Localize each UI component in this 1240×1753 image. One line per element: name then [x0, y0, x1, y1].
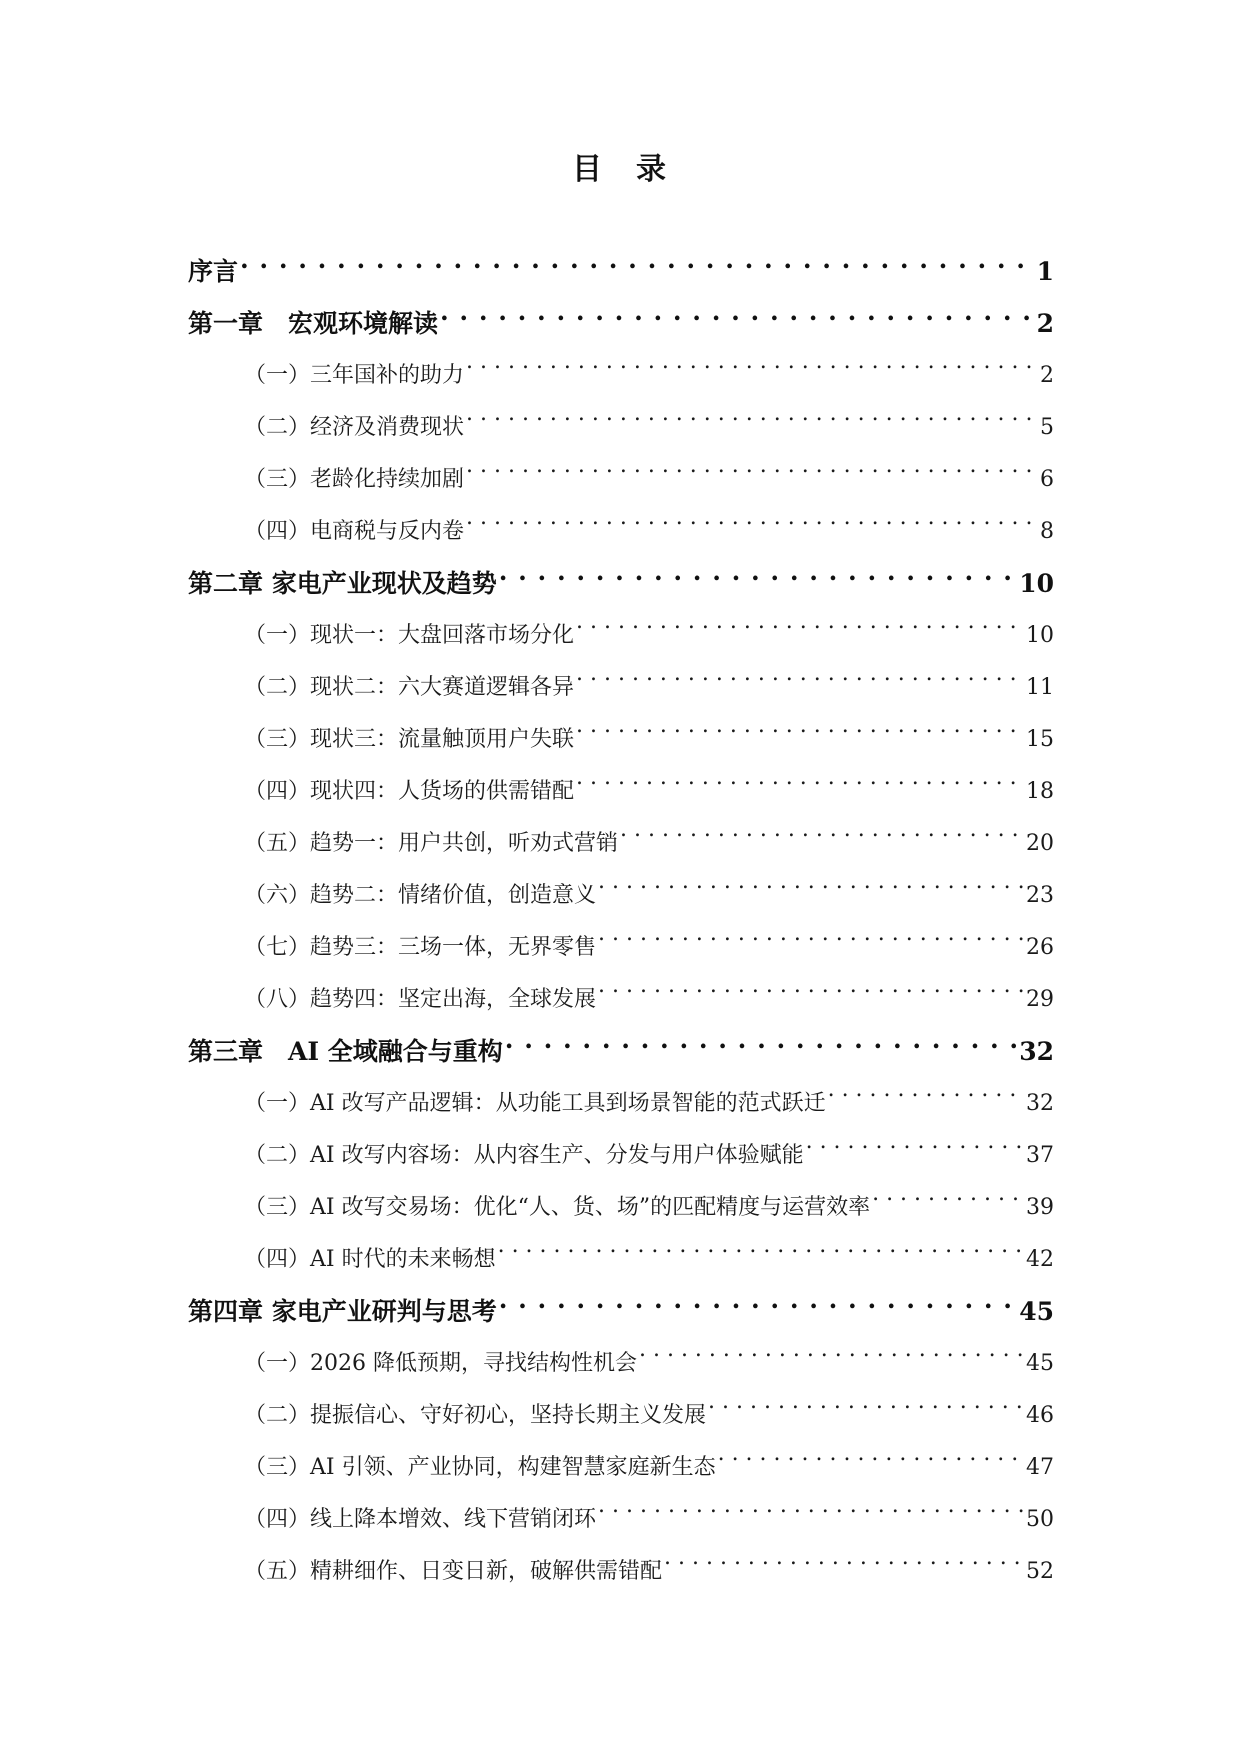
- toc-section-entry[interactable]: [188, 980, 1054, 1032]
- toc-entry-label: （八）趋势四：坚定出海，全球发展: [244, 987, 597, 1012]
- toc-dot-leader: [576, 620, 1024, 642]
- toc-page-number: 26: [1026, 935, 1054, 960]
- toc-dot-leader: [499, 1295, 1017, 1320]
- toc-entry-label: （一）AI 改写产品逻辑：从功能工具到场景智能的范式跃迁: [244, 1091, 826, 1116]
- toc-entry-label: （三）老龄化持续加剧: [244, 467, 465, 492]
- toc-page-number: 2: [1036, 309, 1054, 338]
- toc-section-entry[interactable]: [188, 1136, 1054, 1188]
- toc-title: [0, 148, 1240, 192]
- toc-section-entry[interactable]: [188, 1084, 1054, 1136]
- toc-title-part2: 录: [636, 152, 668, 187]
- toc-chapter-entry[interactable]: [188, 1032, 1054, 1084]
- toc-entry-label: 第四章 家电产业研判与思考: [188, 1297, 497, 1326]
- toc-dot-leader: [576, 672, 1024, 694]
- toc-section-entry[interactable]: [188, 1552, 1054, 1604]
- toc-dot-leader: [466, 516, 1038, 538]
- toc-page-number: 45: [1019, 1297, 1054, 1326]
- toc-entry-label: （七）趋势三：三场一体，无界零售: [244, 935, 597, 960]
- toc-dot-leader: [498, 1244, 1024, 1266]
- toc-entry-label: （五）趋势一：用户共创，听劝式营销: [244, 831, 619, 856]
- toc-entry-label: （二）AI 改写内容场：从内容生产、分发与用户体验赋能: [244, 1143, 804, 1168]
- toc-section-entry[interactable]: [188, 928, 1054, 980]
- toc-entry-label: （一）2026 降低预期，寻找结构性机会: [244, 1351, 637, 1376]
- toc-page-number: 8: [1040, 519, 1054, 544]
- toc-dot-leader: [240, 255, 1035, 280]
- toc-entry-label: （四）线上降本增效、线下营销闭环: [244, 1507, 597, 1532]
- toc-page-number: 47: [1026, 1455, 1054, 1480]
- toc-page-number: 18: [1026, 779, 1054, 804]
- toc-dot-leader: [466, 464, 1038, 486]
- toc-page-number: 1: [1036, 257, 1054, 286]
- toc-page-number: 2: [1040, 363, 1054, 388]
- toc-page-number: 45: [1026, 1351, 1054, 1376]
- toc-page-number: 15: [1026, 727, 1054, 752]
- toc-chapter-entry[interactable]: [188, 564, 1054, 616]
- toc-entry-label: （二）现状二：六大赛道逻辑各异: [244, 675, 575, 700]
- toc-dot-leader: [708, 1400, 1024, 1422]
- toc-page-number: 5: [1040, 415, 1054, 440]
- toc-entry-label: （三）AI 引领、产业协同，构建智慧家庭新生态: [244, 1455, 716, 1480]
- toc-entry-label: （二）经济及消费现状: [244, 415, 465, 440]
- toc-page-number: 23: [1026, 883, 1054, 908]
- toc-dot-leader: [499, 567, 1017, 592]
- toc-page-number: 10: [1019, 569, 1054, 598]
- toc-dot-leader: [598, 1504, 1024, 1526]
- toc-entry-label: 第二章 家电产业现状及趋势: [188, 569, 497, 598]
- toc-page-number: 42: [1026, 1247, 1054, 1272]
- toc-entry-label: （一）现状一：大盘回落市场分化: [244, 623, 575, 648]
- toc-dot-leader: [576, 724, 1024, 746]
- toc-page-number: 20: [1026, 831, 1054, 856]
- toc-dot-leader: [466, 360, 1038, 382]
- toc-chapter-entry[interactable]: [188, 304, 1054, 356]
- toc-dot-leader: [718, 1452, 1024, 1474]
- toc-section-entry[interactable]: [188, 720, 1054, 772]
- toc-dot-leader: [576, 776, 1024, 798]
- toc-section-entry[interactable]: [188, 1500, 1054, 1552]
- toc-page-number: 10: [1026, 623, 1054, 648]
- toc-section-entry[interactable]: [188, 668, 1054, 720]
- toc-section-entry[interactable]: [188, 1240, 1054, 1292]
- toc-entry-label: （五）精耕细作、日变日新，破解供需错配: [244, 1559, 663, 1584]
- toc-dot-leader: [505, 1035, 1017, 1060]
- toc-entry-label: （三）AI 改写交易场：优化“人、货、场”的匹配精度与运营效率: [244, 1195, 871, 1220]
- toc-page-number: 52: [1026, 1559, 1054, 1584]
- toc-entry-label: （二）提振信心、守好初心，坚持长期主义发展: [244, 1403, 707, 1428]
- toc-page-number: 46: [1026, 1403, 1054, 1428]
- toc-section-entry[interactable]: [188, 512, 1054, 564]
- toc-page-number: 37: [1026, 1143, 1054, 1168]
- toc-entry-label: （四）AI 时代的未来畅想: [244, 1247, 496, 1272]
- toc-dot-leader: [598, 932, 1024, 954]
- toc-dot-leader: [664, 1556, 1024, 1578]
- toc-page-number: 6: [1040, 467, 1054, 492]
- toc-section-entry[interactable]: [188, 616, 1054, 668]
- toc-dot-leader: [466, 412, 1038, 434]
- toc-dot-leader: [806, 1140, 1024, 1162]
- toc-page-number: 32: [1026, 1091, 1054, 1116]
- toc-section-entry[interactable]: [188, 1448, 1054, 1500]
- toc-page-number: 39: [1026, 1195, 1054, 1220]
- toc-dot-leader: [828, 1088, 1024, 1110]
- toc-entry-label: 序言: [188, 257, 239, 286]
- toc-dot-leader: [598, 880, 1024, 902]
- toc-section-entry[interactable]: [188, 824, 1054, 876]
- toc-entry-label: （三）现状三：流量触顶用户失联: [244, 727, 575, 752]
- toc-section-entry[interactable]: [188, 1396, 1054, 1448]
- toc-dot-leader: [639, 1348, 1024, 1370]
- toc-entry-label: 第一章 宏观环境解读: [188, 309, 439, 338]
- toc-entry-label: 第三章 AI 全域融合与重构: [188, 1037, 503, 1066]
- toc-section-entry[interactable]: [188, 408, 1054, 460]
- toc-entry-label: （四）电商税与反内卷: [244, 519, 465, 544]
- toc-page-number: 32: [1019, 1037, 1054, 1066]
- toc-chapter-entry[interactable]: [188, 1292, 1054, 1344]
- toc-title-part1: 目: [572, 152, 604, 187]
- toc-list: [188, 252, 1054, 1604]
- toc-dot-leader: [598, 984, 1024, 1006]
- toc-section-entry[interactable]: [188, 1344, 1054, 1396]
- toc-entry-label: （四）现状四：人货场的供需错配: [244, 779, 575, 804]
- toc-page-number: 11: [1026, 675, 1054, 700]
- toc-section-entry[interactable]: [188, 772, 1054, 824]
- toc-entry-label: （六）趋势二：情绪价值，创造意义: [244, 883, 597, 908]
- toc-section-entry[interactable]: [188, 1188, 1054, 1240]
- toc-page-number: 29: [1026, 987, 1054, 1012]
- toc-section-entry[interactable]: [188, 356, 1054, 408]
- toc-dot-leader: [872, 1192, 1024, 1214]
- toc-section-entry[interactable]: [188, 460, 1054, 512]
- toc-entry-label: （一）三年国补的助力: [244, 363, 465, 388]
- toc-page-number: 50: [1026, 1507, 1054, 1532]
- toc-dot-leader: [620, 828, 1024, 850]
- toc-section-entry[interactable]: [188, 876, 1054, 928]
- toc-chapter-entry[interactable]: [188, 252, 1054, 304]
- toc-dot-leader: [440, 307, 1035, 332]
